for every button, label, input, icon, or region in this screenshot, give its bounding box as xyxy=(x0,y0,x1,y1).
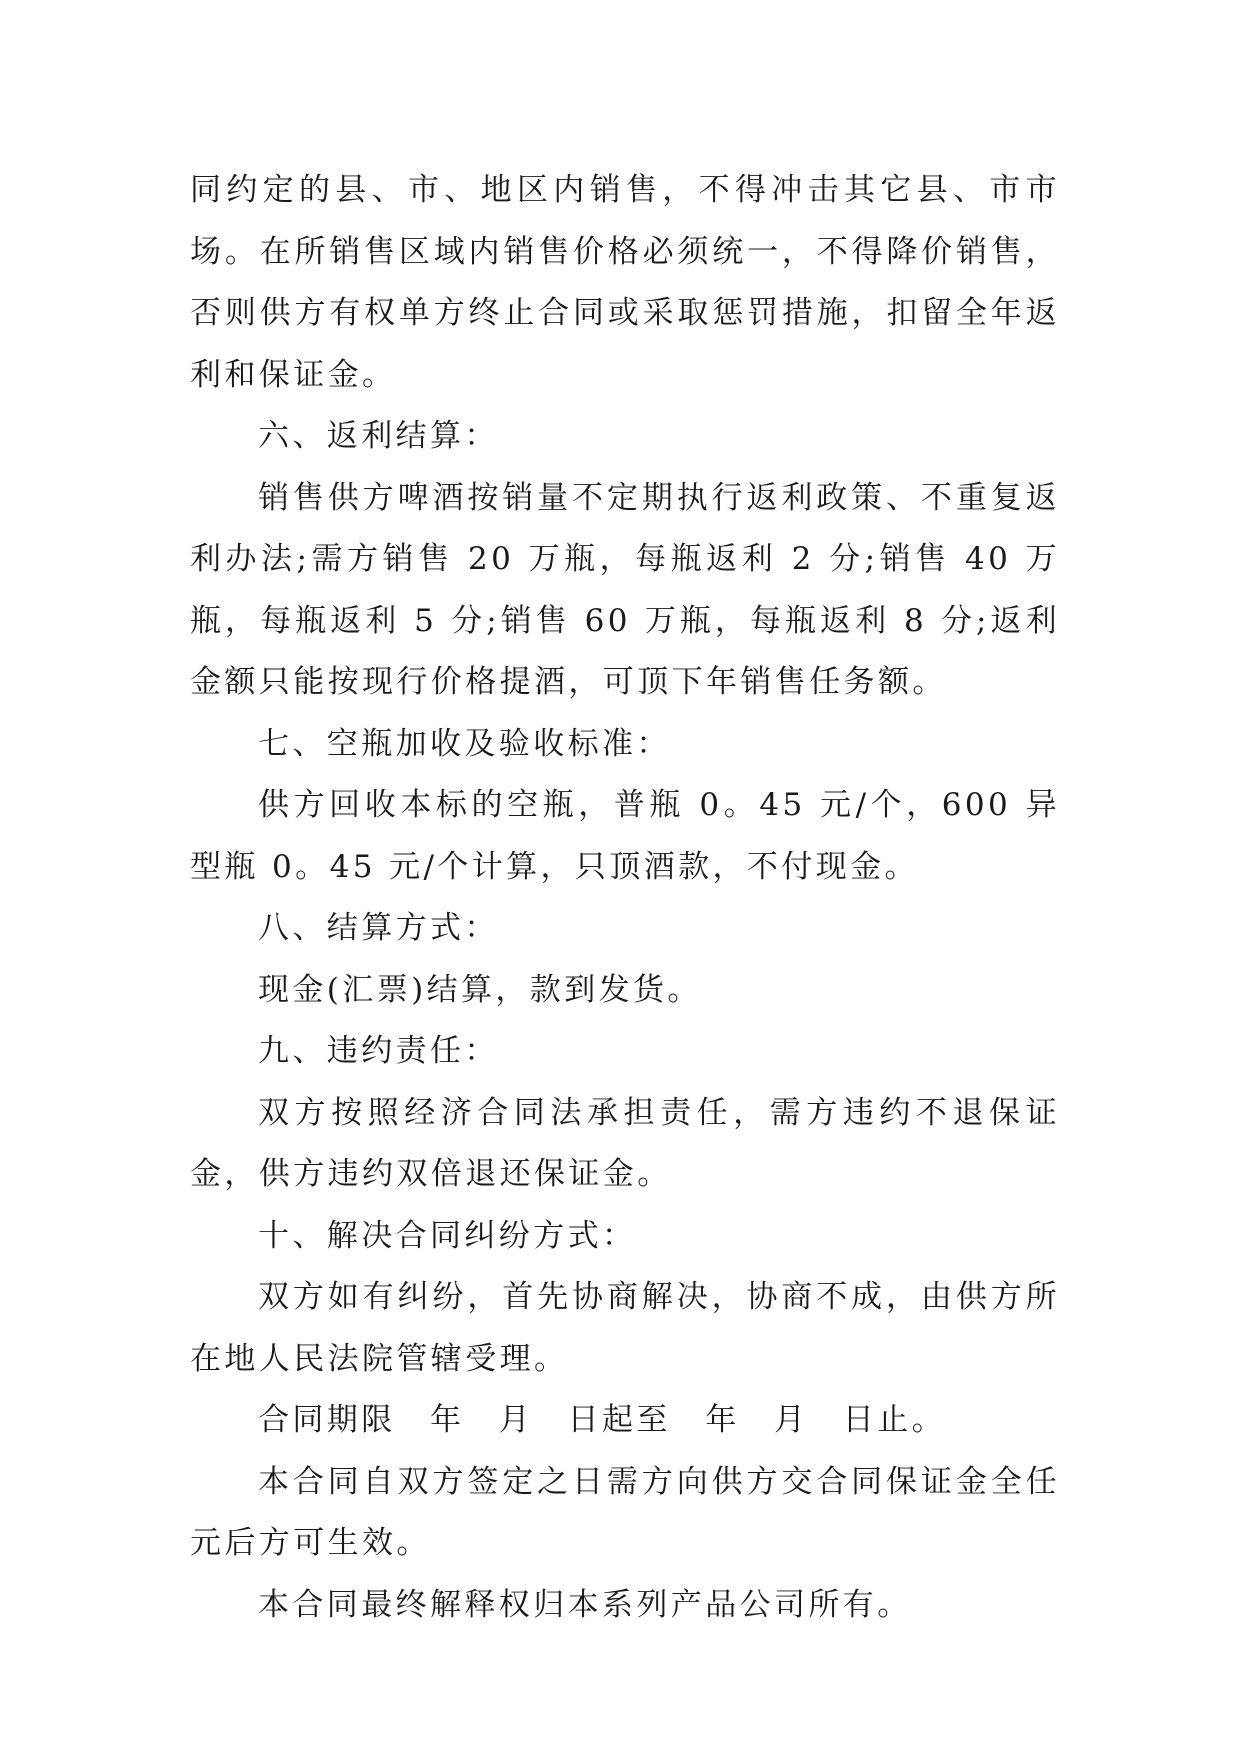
paragraph-territory-clause: 同约定的县、市、地区内销售，不得冲击其它县、市市场。在所销售区域内销售价格必须统一，不得降价销售，否则供方有权单方终止合同或采取惩罚措施，扣留全年返利和保证金。 xyxy=(190,172,1060,393)
heading-breach-liability: 九、违约责任： xyxy=(258,1033,499,1069)
paragraph-rebate-terms: 销售供方啤酒按销量不定期执行返利政策、不重复返利办法;需方销售 20 万瓶，每瓶返利 2 分;销售 40 万瓶，每瓶返利 5 分;销售 60 万瓶，每瓶返利 8 分;返利金额只能按现行价格提酒，可顶下年销售任务额。 xyxy=(190,479,1060,700)
paragraph-breach-terms: 双方按照经济合同法承担责任，需方违约不退保证金，供方违约双倍退还保证金。 xyxy=(190,1094,1060,1192)
heading-dispute-resolution: 十、解决合同纠纷方式： xyxy=(258,1217,637,1254)
paragraph-dispute-terms: 双方如有纠纷，首先协商解决，协商不成，由供方所在地人民法院管辖受理。 xyxy=(190,1279,1060,1377)
paragraph-payment-terms: 现金(汇票)结算，款到发货。 xyxy=(258,971,702,1008)
heading-payment-method: 八、结算方式： xyxy=(258,910,499,946)
paragraph-effectiveness: 本合同自双方签定之日需方向供方交合同保证金全任元后方可生效。 xyxy=(190,1463,1060,1561)
paragraph-empty-bottle-terms: 供方回收本标的空瓶，普瓶 0。45 元/个，600 异型瓶 0。45 元/个计算，只顶酒款，不付现金。 xyxy=(190,787,1060,885)
heading-empty-bottle-standard: 七、空瓶加收及验收标准： xyxy=(258,725,671,762)
document-body xyxy=(190,160,1060,1636)
paragraph-contract-period: 合同期限 年 月 日起至 年 月 日止。 xyxy=(258,1402,946,1438)
heading-rebate-settlement: 六、返利结算： xyxy=(258,418,499,454)
paragraph-interpretation-right: 本合同最终解释权归本系列产品公司所有。 xyxy=(258,1586,912,1623)
